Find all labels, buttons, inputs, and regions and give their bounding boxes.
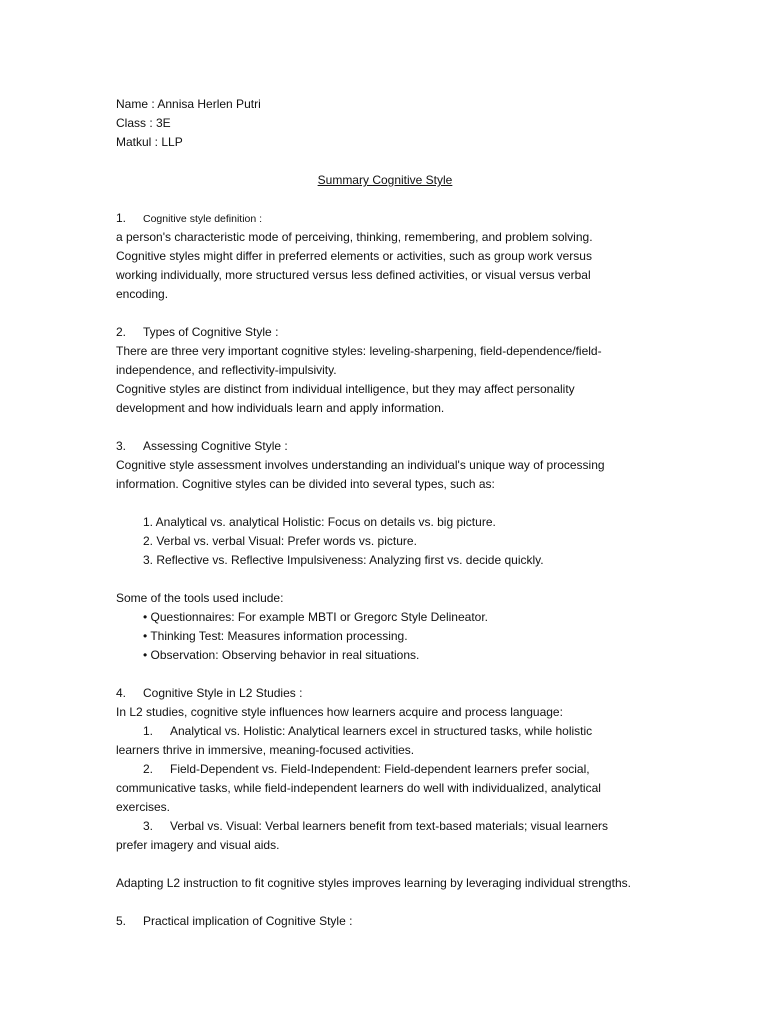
paragraph-line: Cognitive styles are distinct from individual intelligence, but they may affect personality [116, 382, 575, 396]
bullet-item: • Observation: Observing behavior in real situations. [143, 648, 420, 662]
paragraph-line: independence, and reflectivity-impulsivity. [116, 363, 337, 377]
section-title: Assessing Cognitive Style : [143, 439, 288, 453]
item-number: 1. [143, 724, 154, 738]
numbered-item [116, 722, 656, 741]
conclusion-line: Adapting L2 instruction to fit cognitive styles improves learning by leveraging individual strengths. [116, 876, 631, 890]
bullet-item: • Questionnaires: For example MBTI or Gregorc Style Delineator. [143, 610, 489, 624]
document-title: Summary Cognitive Style [317, 173, 453, 187]
paragraph-line: prefer imagery and visual aids. [116, 838, 280, 852]
item-text: Field-Dependent vs. Field-Independent: Field-dependent learners prefer social, [170, 762, 590, 776]
paragraph-line: a person's characteristic mode of perceiving, thinking, remembering, and problem solving. [116, 230, 593, 244]
section-title: Cognitive Style in L2 Studies : [143, 686, 303, 700]
section-number: 1. [116, 211, 127, 225]
numbered-item [116, 760, 656, 779]
section-title: Cognitive style definition : [143, 213, 263, 225]
section-1-heading [116, 209, 656, 228]
list-item: 1. Analytical vs. analytical Holistic: Focus on details vs. big picture. [143, 515, 496, 529]
section-2-heading [116, 323, 656, 342]
list-item: 2. Verbal vs. verbal Visual: Prefer words vs. picture. [143, 534, 417, 548]
item-text: Analytical vs. Holistic: Analytical learners excel in structured tasks, while holistic [170, 724, 593, 738]
item-number: 2. [143, 762, 154, 776]
numbered-item [116, 817, 656, 836]
item-number: 3. [143, 819, 154, 833]
document-title-line [116, 171, 654, 190]
paragraph-line: Cognitive style assessment involves understanding an individual's unique way of processing [116, 458, 605, 472]
section-4-heading [116, 684, 656, 703]
section-number: 3. [116, 439, 127, 453]
section-number: 2. [116, 325, 127, 339]
student-name: Name : Annisa Herlen Putri [116, 97, 261, 111]
paragraph-line: working individually, more structured versus less defined activities, or visual versus verbal [116, 268, 591, 282]
paragraph-line: encoding. [116, 287, 169, 301]
paragraph-line: In L2 studies, cognitive style influences how learners acquire and process language: [116, 705, 563, 719]
student-class: Class : 3E [116, 116, 171, 130]
section-title: Types of Cognitive Style : [143, 325, 279, 339]
section-5-heading [116, 912, 656, 931]
document-page [116, 95, 656, 931]
paragraph-line: development and how individuals learn and apply information. [116, 401, 445, 415]
bullet-item: • Thinking Test: Measures information processing. [143, 629, 408, 643]
section-number: 5. [116, 914, 127, 928]
paragraph-line: Cognitive styles might differ in preferred elements or activities, such as group work versus [116, 249, 592, 263]
section-3-heading [116, 437, 656, 456]
paragraph-line: information. Cognitive styles can be divided into several types, such as: [116, 477, 495, 491]
section-title: Practical implication of Cognitive Style : [143, 914, 353, 928]
course-name: Matkul : LLP [116, 135, 183, 149]
item-text: Verbal vs. Visual: Verbal learners benefit from text-based materials; visual learners [170, 819, 608, 833]
section-number: 4. [116, 686, 127, 700]
paragraph-line: exercises. [116, 800, 171, 814]
tools-intro: Some of the tools used include: [116, 591, 284, 605]
list-item: 3. Reflective vs. Reflective Impulsiveness: Analyzing first vs. decide quickly. [143, 553, 544, 567]
paragraph-line: communicative tasks, while field-independent learners do well with individualized, analytical [116, 781, 601, 795]
paragraph-line: There are three very important cognitive styles: leveling-sharpening, field-dependence/field- [116, 344, 602, 358]
paragraph-line: learners thrive in immersive, meaning-focused activities. [116, 743, 415, 757]
